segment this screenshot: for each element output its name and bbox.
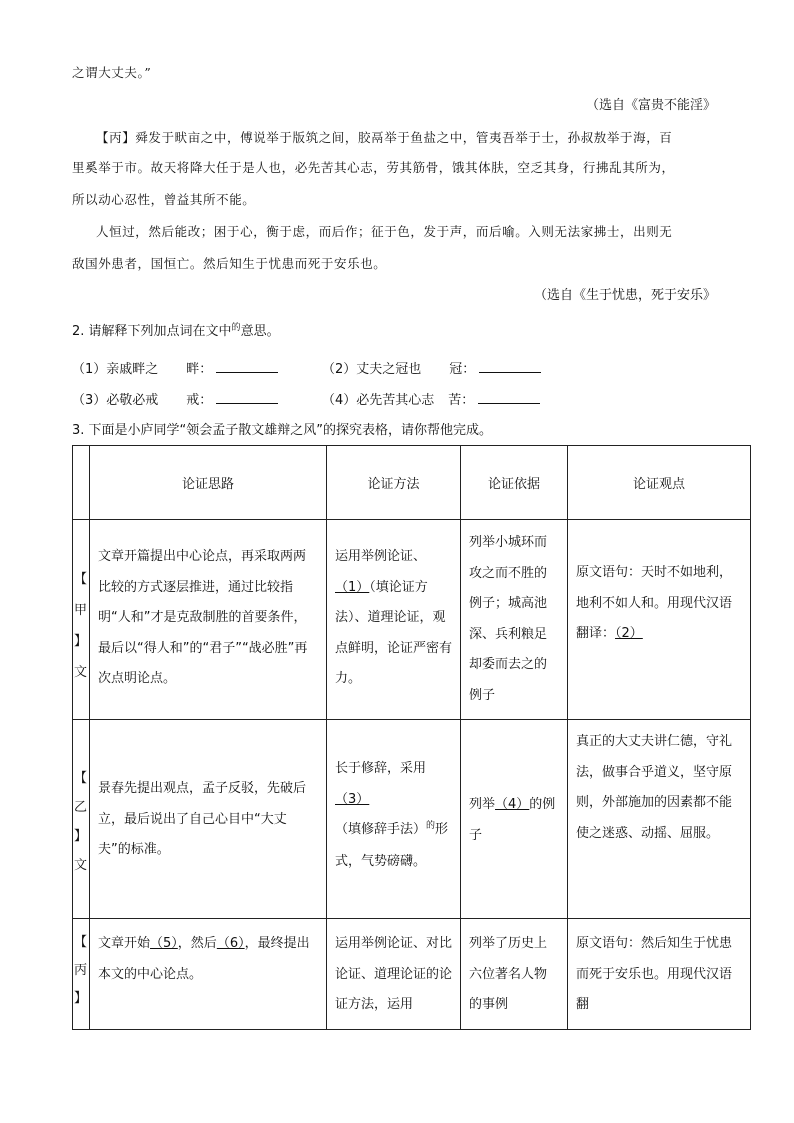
blank-5[interactable]: （5） bbox=[150, 936, 178, 951]
blank-3[interactable]: （3） bbox=[335, 791, 370, 807]
q3-stem: 3. 下面是小庐同学“领会孟子散文雄辩之风”的探究表格，请你帮他完成。 bbox=[72, 423, 493, 438]
blank-2[interactable]: （2） bbox=[615, 626, 643, 641]
source-bing: （选自《生于忧患，死于安乐》 bbox=[533, 288, 716, 303]
table-row bbox=[73, 520, 751, 720]
row-jia-method: 运用举例论证、（1）（填论证方法）、道理论证，观点鲜明，论证严密有力。 bbox=[327, 520, 461, 720]
row-bing-viewpoint: 原文语句：然后知生于忧患而死于安乐也。用现代汉语翻 bbox=[568, 919, 751, 1030]
row-label-yi: 【 乙 】 文 bbox=[73, 720, 90, 919]
q2-item-2: （2）丈夫之冠也 冠： bbox=[322, 358, 541, 380]
row-jia-viewpoint: 原文语句：天时不如地利，地利不如人和。用现代汉语翻译：（2） bbox=[568, 520, 751, 720]
passage-bing-line-3: 所以动心忍性，曾益其所不能。 bbox=[72, 192, 256, 207]
row-jia-basis: 列举小城环而攻之而不胜的例子；城高池深、兵利粮足却委而去之的例子 bbox=[461, 520, 568, 720]
row-bing-method: 运用举例论证、对比论证、道理论证的论证方法，运用 bbox=[327, 919, 461, 1030]
blank-6[interactable]: （6） bbox=[216, 936, 245, 951]
passage-yi-end: 之谓大丈夫。” bbox=[72, 65, 152, 80]
passage-bing-line-2: 里奚举于市。故天将降大任于是人也，必先苦其心志，劳其筋骨，饿其体肤，空乏其身，行拂乱其所为， bbox=[72, 160, 675, 175]
q2-answer-blank-1[interactable] bbox=[216, 358, 278, 373]
header-reasoning: 论证思路 bbox=[90, 446, 327, 520]
header-basis: 论证依据 bbox=[461, 446, 568, 520]
q2-stem: 2. 请解释下列加点词在文中$^的$意思。 bbox=[72, 323, 280, 339]
argument-analysis-table bbox=[72, 445, 751, 1030]
row-label-jia: 【 甲 】 文 bbox=[73, 520, 90, 720]
q2-item-4: （4）必先苦其心志 苦： bbox=[322, 389, 540, 411]
table-row bbox=[73, 720, 751, 919]
row-yi-method: 长于修辞，采用（3）（填修辞手法）$^的$形式，气势磅礴。 bbox=[327, 720, 461, 919]
row-bing-basis: 列举了历史上六位著名人物的事例 bbox=[461, 919, 568, 1030]
row-yi-basis: 列举（4）的例子 bbox=[461, 720, 568, 919]
header-method: 论证方法 bbox=[327, 446, 461, 520]
passage-bing-line-5: 敌国外患者，国恒亡。然后知生于忧患而死于安乐也。 bbox=[72, 256, 387, 271]
passage-bing-line-1: 【丙】舜发于畎亩之中，傅说举于版筑之间，胶鬲举于鱼盐之中，管夷吾举于士，孙叔敖举于海，百 bbox=[96, 130, 673, 145]
row-jia-reasoning: 文章开篇提出中心论点，再采取两两比较的方式逐层推进，通过比较指明“人和”才是克敌制胜的首要条件，最后以“得人和”的“君子”“战必胜”再次点明论点。 bbox=[90, 520, 327, 720]
q2-answer-blank-4[interactable] bbox=[478, 389, 540, 404]
q2-item-3: （3）必敬必戒 戒： bbox=[72, 389, 278, 411]
row-bing-reasoning: 文章开始（5），然后（6），最终提出本文的中心论点。 bbox=[90, 919, 327, 1030]
header-viewpoint: 论证观点 bbox=[568, 446, 751, 520]
row-yi-reasoning: 景春先提出观点，孟子反驳，先破后立，最后说出了自己心目中“大丈夫”的标准。 bbox=[90, 720, 327, 919]
row-yi-viewpoint: 真正的大丈夫讲仁德，守礼法，做事合乎道义，坚守原则，外部施加的因素都不能使之迷惑、动摇、屈服。 bbox=[568, 720, 751, 919]
q2-item-1: （1）亲戚畔之 畔： bbox=[72, 358, 278, 380]
blank-4[interactable]: （4） bbox=[495, 797, 530, 812]
table-row bbox=[73, 919, 751, 1030]
header-stub-cell bbox=[73, 446, 90, 520]
table-header-row bbox=[73, 446, 751, 520]
q2-answer-blank-3[interactable] bbox=[216, 389, 278, 404]
blank-1[interactable]: （1） bbox=[335, 579, 370, 595]
q2-answer-blank-2[interactable] bbox=[479, 358, 541, 373]
passage-bing-line-4: 人恒过，然后能改；困于心，衡于虑，而后作；征于色，发于声，而后喻。入则无法家拂士，出则无 bbox=[96, 224, 673, 239]
source-yi: （选自《富贵不能淫》 bbox=[585, 98, 716, 113]
row-label-bing: 【 丙 】 bbox=[73, 919, 90, 1030]
